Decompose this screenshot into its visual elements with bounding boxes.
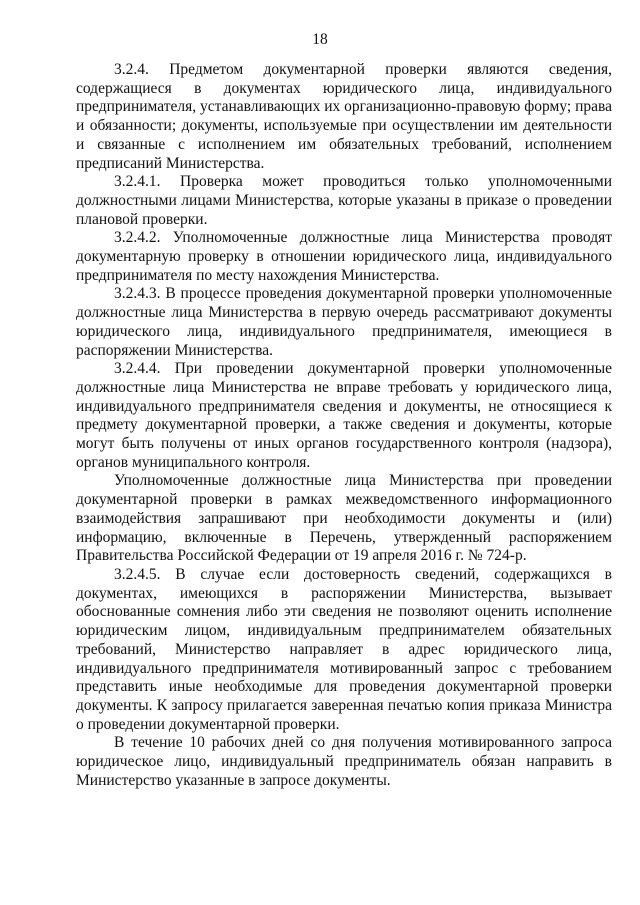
- document-body: [76, 61, 612, 790]
- paragraph-response-deadline: В течение 10 рабочих дней со дня получения мотивированного запроса юридическое лицо, индивидуальный предприниматель обязан направить в Министерство указанные в запросе документы.: [76, 734, 612, 789]
- paragraph-3-2-4-5: 3.2.4.5. В случае если достоверность сведений, содержащихся в документах, имеющихся в распоряжении Министерства, вызывает обоснованные сомнения либо эти сведения не позволяют оценить исполнение юридическим лицом, индивидуальным предпринимателем обязательных требований, Министерство направляет в адрес юридического лица, индивидуального предпринимателя мотивированный запрос с требованием представить иные необходимые для проведения документарной проверки документы. К запросу прилагается заверенная печатью копия приказа Министра о проведении документарной проверки.: [76, 565, 612, 733]
- paragraph-3-2-4-4: 3.2.4.4. При проведении документарной проверки уполномоченные должностные лица Министерства не вправе требовать у юридического лица, индивидуального предпринимателя сведения и документы, не относящиеся к предмету документарной проверки, а также сведения и документы, которые могут быть получены от иных органов государственного контроля (надзора), органов муниципального контроля.: [76, 360, 612, 471]
- paragraph-3-2-4-3: 3.2.4.3. В процессе проведения документарной проверки уполномоченные должностные лица Министерства в первую очередь рассматривают документы юридического лица, индивидуального предпринимателя, имеющиеся в распоряжении Министерства.: [76, 285, 612, 359]
- paragraph-3-2-4-2: 3.2.4.2. Уполномоченные должностные лица Министерства проводят документарную проверку в отношении юридического лица, индивидуального предпринимателя по месту нахождения Министерства.: [76, 229, 612, 284]
- page-number: 18: [312, 31, 328, 48]
- paragraph-3-2-4-1: 3.2.4.1. Проверка может проводиться только уполномоченными должностными лицами Министерства, которые указаны в приказе о проведении плановой проверки.: [76, 173, 612, 228]
- paragraph-interagency-request: Уполномоченные должностные лица Министерства при проведении документарной проверки в рамках межведомственного информационного взаимодействия запрашивают при необходимости документы и (или) информацию, включенные в Перечень, утвержденный распоряжением Правительства Российской Федерации от 19 апреля 2016 г. № 724-р.: [76, 472, 612, 565]
- paragraph-3-2-4: 3.2.4. Предметом документарной проверки являются сведения, содержащиеся в документах юридического лица, индивидуального предпринимателя, устанавливающих их организационно-правовую форму; права и обязанности; документы, используемые при осуществлении им деятельности и связанные с исполнением им обязательных требований, исполнением предписаний Министерства.: [76, 61, 612, 172]
